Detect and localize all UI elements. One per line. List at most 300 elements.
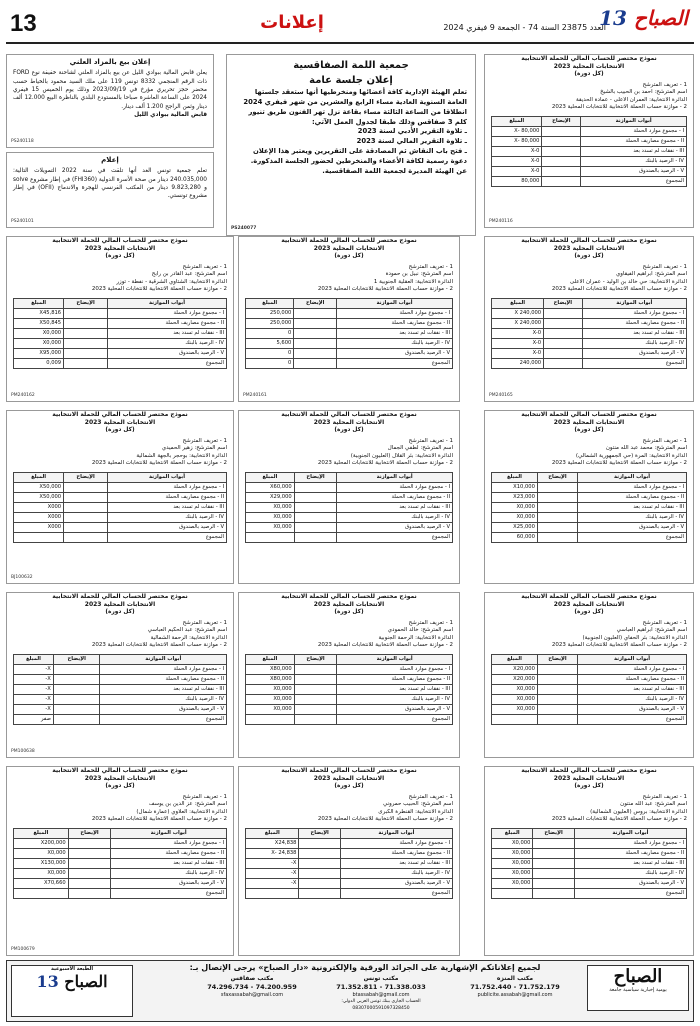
row-amount [492, 714, 538, 724]
budget-section: 2 - موازنة حساب الحملة الانتخابية للانتخابات المحلية 2023 [317, 642, 453, 649]
finance-form [6, 410, 234, 584]
budget-section: 2 - موازنة حساب الحملة الانتخابية للانتخابات المحلية 2023 [551, 460, 687, 467]
row-amount: 0 [246, 328, 294, 338]
row-note [64, 532, 108, 542]
form-round: (كل دورة) [105, 253, 135, 260]
row-amount: X0,000 [492, 512, 538, 522]
association-subtitle: إعلان جلسة عامة [309, 74, 393, 86]
row-note [537, 664, 577, 674]
office-email[interactable]: btassabah@gmail.com [352, 992, 410, 999]
constituency: الدائرة الانتخابية: العمران الأعلى - عمادة الحديقة [576, 96, 687, 103]
table-row [14, 674, 227, 684]
row-amount: 0 [246, 358, 294, 368]
office-name: مكتب المنزه [496, 975, 534, 982]
form-title: نموذج مختصر للحساب المالي للحملة الانتخابية [521, 767, 657, 774]
table-row [246, 512, 453, 522]
row-label: I - مجموع موارد الحملة [100, 664, 227, 674]
row-amount: 240,000 X [492, 308, 544, 318]
row-note [294, 358, 337, 368]
row-amount: 80,000 -X [492, 136, 542, 146]
constituency: الدائرة الانتخابية: القنطرة الكبرى [378, 808, 453, 815]
funding-notice [6, 152, 214, 228]
table-row [492, 512, 687, 522]
row-note [299, 838, 340, 848]
auction-sign: قابض المالية ببوادي الليل [134, 112, 207, 119]
bank-account: الحساب الجاري ببنك تونس العربي الدولي: 08307000591097328450 [341, 999, 421, 1011]
row-label: III - نفقات لم تسدد بعد [337, 328, 453, 338]
table-row [14, 868, 227, 878]
row-label: III - نفقات لم تسدد بعد [578, 502, 687, 512]
col-amount: المبلغ [246, 828, 299, 838]
row-amount: X0,000 [246, 502, 295, 512]
row-amount: X000 [14, 522, 64, 532]
row-label: IV - الرصيد بالبنك [578, 694, 687, 704]
row-amount: X80,000 [246, 674, 295, 684]
col-notes: الإيضاح [533, 828, 574, 838]
table-header-row [492, 116, 687, 126]
row-note [542, 126, 581, 136]
row-note [542, 156, 581, 166]
auction-body: يعلن قابض المالية ببوادي الليل عن بيع بالمزاد العلني لشاحنة خفيفة نوع FORD ذات الرقم المنجمي 8332 تونس 119 على ملك السيد محمود بالخياط حسب محضر حجز تحريري مؤرخ في 2023/09/19 وذلك يوم الخميس 15 فيفري 2024 على الساعة العاشرة صباحا بالمستودع البلدي بالناظرة البيع 12.000 ألف دينار وثمن الراجح 1.200 ألف دينار. [13, 70, 208, 110]
row-amount: X0,000 [14, 328, 64, 338]
budget-table [245, 472, 453, 543]
table-row [14, 838, 227, 848]
row-label: III - نفقات لم تسدد بعد [111, 858, 227, 868]
row-label: المجموع [107, 532, 226, 542]
row-amount: X0,000 [492, 868, 533, 878]
row-note [64, 358, 108, 368]
col-items: أبواب الموازنة [340, 828, 452, 838]
table-row [246, 838, 453, 848]
row-note [537, 684, 577, 694]
col-items: أبواب الموازنة [578, 472, 687, 482]
table-row [246, 358, 453, 368]
table-row [246, 308, 453, 318]
table-row [246, 888, 453, 898]
row-amount: 80,000 [492, 176, 542, 186]
row-label: III - نفقات لم تسدد بعد [337, 684, 453, 694]
reference-code: PM100638 [11, 748, 35, 754]
row-label: المجموع [582, 358, 686, 368]
table-header-row [492, 472, 687, 482]
table-row [246, 348, 453, 358]
row-note [294, 348, 337, 358]
row-amount: X10,000 [492, 482, 538, 492]
table-row [246, 318, 453, 328]
funding-body: تعلم جمعية تونس الغد أنها تلقت في سنة 2022 التمويلات التالية: 240.035,000 دينار من صحة الأسرة الدولية (FHI360) في إطار مشروع solve و 9.823,280 دينار من المكتب الفرنسي للهجرة والاندماج (OFII) في إطار مشروع تونستي. [13, 168, 207, 200]
row-note [533, 858, 574, 868]
budget-table [245, 828, 453, 899]
row-label: IV - الرصيد بالبنك [581, 156, 687, 166]
table-row [246, 482, 453, 492]
row-note [53, 664, 100, 674]
col-notes: الإيضاح [64, 298, 108, 308]
row-amount: صفر [14, 714, 54, 724]
candidate-name: اسم المترشح: عبد القادر بن رابح [151, 271, 227, 278]
row-label: III - نفقات لم تسدد بعد [581, 146, 687, 156]
row-note [294, 704, 337, 714]
contact-footer [6, 960, 694, 1022]
row-note [299, 858, 340, 868]
row-label: V - الرصيد بالصندوق [578, 522, 687, 532]
row-note [299, 888, 340, 898]
table-row [492, 146, 687, 156]
finance-form [484, 410, 694, 584]
row-label: I - مجموع موارد الحملة [337, 482, 453, 492]
row-note [533, 868, 574, 878]
association-item: ـ فتح باب النقاش ثم المصادقة على التقريرين ويعتبر هذا الإعلان دعوة رسمية لكافة الأعضاء والمنخرطين لحضور الجلسة المذكورة. [250, 147, 467, 165]
row-note [294, 664, 337, 674]
row-amount: X0,000 [246, 522, 295, 532]
table-row [14, 502, 227, 512]
row-amount: X200,000 [14, 838, 69, 848]
table-row [492, 358, 687, 368]
table-row [14, 318, 227, 328]
row-label: II - مجموع مصاريف الحملة [582, 318, 686, 328]
row-label: I - مجموع موارد الحملة [578, 664, 687, 674]
candidate-section: 1 - تعريف المترشح [408, 264, 453, 270]
form-round: (كل دورة) [334, 783, 364, 790]
table-row [14, 684, 227, 694]
row-amount: X000 [14, 512, 64, 522]
row-label: I - مجموع موارد الحملة [107, 482, 226, 492]
row-amount: 80,000 -X [492, 126, 542, 136]
form-subtitle: الانتخابات المحلية 2023 [84, 775, 156, 783]
table-row [14, 338, 227, 348]
budget-section: 2 - موازنة حساب الحملة الانتخابية للانتخابات المحلية 2023 [317, 286, 453, 293]
finance-form [6, 592, 234, 758]
table-row [492, 838, 687, 848]
row-amount [492, 888, 533, 898]
office-sfax [197, 975, 307, 999]
row-amount: X25,000 [492, 522, 538, 532]
row-label: I - مجموع موارد الحملة [582, 308, 686, 318]
col-notes: الإيضاح [294, 298, 337, 308]
table-row [492, 714, 687, 724]
row-label: I - مجموع موارد الحملة [574, 838, 686, 848]
reference-code: PM240162 [11, 392, 35, 398]
row-label: V - الرصيد بالصندوق [107, 348, 226, 358]
office-email[interactable]: publicite.assabah@gmail.com [477, 992, 553, 999]
form-title: نموذج مختصر للحساب المالي للحملة الانتخابية [281, 767, 417, 774]
table-row [492, 664, 687, 674]
reference-code: PS240077 [231, 226, 257, 232]
row-label: المجموع [337, 358, 453, 368]
table-row [14, 522, 227, 532]
col-notes: الإيضاح [53, 654, 100, 664]
form-title: نموذج مختصر للحساب المالي للحملة الانتخابية [52, 767, 188, 774]
form-round: (كل دورة) [334, 427, 364, 434]
table-row [492, 348, 687, 358]
row-amount: X- [14, 664, 54, 674]
row-amount: X70,660 [14, 878, 69, 888]
row-label: المجموع [107, 358, 226, 368]
budget-section: 2 - موازنة حساب الحملة الانتخابية للانتخابات المحلية 2023 [317, 460, 453, 467]
row-amount: X-0 [492, 348, 544, 358]
row-amount: X- [14, 694, 54, 704]
col-notes: الإيضاح [537, 472, 577, 482]
row-amount: X-0 [492, 338, 544, 348]
table-row [492, 878, 687, 888]
row-note [544, 348, 582, 358]
row-label: III - نفقات لم تسدد بعد [574, 858, 686, 868]
table-row [14, 492, 227, 502]
form-round: (كل دورة) [105, 427, 135, 434]
row-note [537, 694, 577, 704]
candidate-name: اسم المترشح: زهير الحميدي [161, 445, 227, 452]
office-email[interactable]: sfaxassabah@gmail.com [220, 992, 284, 999]
table-row [246, 684, 453, 694]
row-amount: X0,000 [246, 704, 295, 714]
table-row [492, 136, 687, 146]
budget-table [491, 116, 687, 187]
row-note [64, 338, 108, 348]
association-title: جمعية اللمة الصفاقسية [293, 60, 409, 71]
form-subtitle: الانتخابات المحلية 2023 [313, 245, 385, 253]
row-label: المجموع [574, 888, 686, 898]
form-subtitle: الانتخابات المحلية 2023 [313, 419, 385, 427]
candidate-name: اسم المترشح: خالد الحمودي [387, 627, 453, 634]
table-row [246, 502, 453, 512]
row-amount: 0 [246, 348, 294, 358]
row-label: IV - الرصيد بالبنك [107, 512, 226, 522]
col-items: أبواب الموازنة [581, 116, 687, 126]
form-round: (كل دورة) [334, 253, 364, 260]
table-row [492, 684, 687, 694]
row-label: III - نفقات لم تسدد بعد [100, 684, 227, 694]
form-subtitle: الانتخابات المحلية 2023 [313, 601, 385, 609]
row-label: V - الرصيد بالصندوق [337, 704, 453, 714]
form-title: نموذج مختصر للحساب المالي للحملة الانتخابية [52, 237, 188, 244]
candidate-section: 1 - تعريف المترشح [642, 794, 687, 800]
footer-logo [587, 965, 689, 1011]
row-label: V - الرصيد بالصندوق [574, 878, 686, 888]
row-amount: X-0 [492, 146, 542, 156]
row-amount: 240,000 [492, 358, 544, 368]
row-label: I - مجموع موارد الحملة [578, 482, 687, 492]
finance-form [238, 592, 460, 758]
reference-code: PM240161 [243, 392, 267, 398]
row-note [542, 146, 581, 156]
row-note [537, 674, 577, 684]
table-header-row [14, 298, 227, 308]
reference-code: PM100679 [11, 946, 35, 952]
row-label: V - الرصيد بالصندوق [111, 878, 227, 888]
col-amount: المبلغ [14, 298, 64, 308]
weekly-brand: الصباح [64, 972, 108, 991]
col-amount: المبلغ [492, 654, 538, 664]
row-amount [14, 888, 69, 898]
reference-code: BJ100632 [11, 574, 33, 580]
candidate-section: 1 - تعريف المترشح [408, 438, 453, 444]
candidate-section: 1 - تعريف المترشح [408, 620, 453, 626]
table-row [14, 328, 227, 338]
finance-form [484, 766, 694, 956]
row-note [533, 848, 574, 858]
candidate-name: اسم المترشح: عز الدين بن يوسف [148, 801, 227, 808]
budget-table [491, 654, 687, 725]
table-row [246, 868, 453, 878]
row-label: المجموع [100, 714, 227, 724]
row-label: V - الرصيد بالصندوق [337, 348, 453, 358]
finance-form [238, 236, 460, 402]
form-title: نموذج مختصر للحساب المالي للحملة الانتخابية [281, 593, 417, 600]
row-label: IV - الرصيد بالبنك [111, 868, 227, 878]
col-amount: المبلغ [14, 828, 69, 838]
table-row [492, 674, 687, 684]
form-subtitle: الانتخابات المحلية 2023 [553, 775, 625, 783]
row-amount: X50,000 [14, 492, 64, 502]
col-notes: الإيضاح [544, 298, 582, 308]
candidate-section: 1 - تعريف المترشح [642, 82, 687, 88]
table-row [246, 328, 453, 338]
constituency: الدائرة الانتخابية: الرحمة الشمالية [150, 634, 227, 641]
budget-section: 2 - موازنة حساب الحملة الانتخابية للانتخابات المحلية 2023 [91, 286, 227, 293]
row-note [537, 704, 577, 714]
association-sign: عن الهيئة المديرة لجمعية اللمة الصفاقسية. [322, 166, 467, 175]
table-row [246, 848, 453, 858]
form-title: نموذج مختصر للحساب المالي للحملة الانتخابية [281, 411, 417, 418]
auction-title: إعلان بيع بالمزاد العلني [69, 58, 151, 66]
row-label: II - مجموع مصاريف الحملة [574, 848, 686, 858]
form-round: (كل دورة) [574, 71, 604, 78]
table-row [14, 848, 227, 858]
row-note [544, 328, 582, 338]
table-header-row [492, 828, 687, 838]
form-subtitle: الانتخابات المحلية 2023 [553, 601, 625, 609]
association-body: تعلم الهيئة الإدارية كافة أعضائها ومنخرطيها أنها ستعقد جلستها العامة السنوية العادية مساء الرابع والعشرين من شهر فيفري 2024 انطلاقا من الساعة الثالثة مساء بقاعة نزل تهر الفنون طريق تنيور كلم 3 صفاقس وذلك طبقا لجدول العمل الآتي: [243, 88, 467, 126]
row-label: I - مجموع موارد الحملة [111, 838, 227, 848]
row-note [294, 714, 337, 724]
weekly-edition-logo [11, 965, 133, 1017]
row-amount: X60,000 [246, 482, 295, 492]
row-label: II - مجموع مصاريف الحملة [107, 492, 226, 502]
row-note [537, 522, 577, 532]
table-row [14, 704, 227, 714]
row-amount: X0,000 [14, 338, 64, 348]
row-label: III - نفقات لم تسدد بعد [340, 858, 452, 868]
office-name: مكتب صفاقس [230, 975, 274, 982]
page-number: 13 [10, 10, 37, 37]
table-header-row [246, 654, 453, 664]
row-amount: X- [14, 674, 54, 684]
row-label: المجموع [340, 888, 452, 898]
col-items: أبواب الموازنة [574, 828, 686, 838]
row-label: المجموع [578, 714, 687, 724]
form-round: (كل دورة) [574, 253, 604, 260]
constituency: الدائرة الانتخابية: العلاوي (عمارة شمال) [136, 808, 227, 815]
form-subtitle: الانتخابات المحلية 2023 [84, 245, 156, 253]
association-item: ـ تلاوة التقرير الأدبي لسنة 2023 [357, 127, 467, 136]
form-subtitle: الانتخابات المحلية 2023 [84, 601, 156, 609]
table-row [492, 858, 687, 868]
row-note [542, 176, 581, 186]
row-note [537, 512, 577, 522]
finance-form [484, 236, 694, 402]
table-header-row [14, 472, 227, 482]
office-name: مكتب تونس [363, 975, 399, 982]
table-row [246, 878, 453, 888]
row-amount: 250,000 [246, 308, 294, 318]
row-amount: X- [246, 858, 299, 868]
row-note [53, 704, 100, 714]
row-note [544, 358, 582, 368]
table-row [14, 858, 227, 868]
finance-form [484, 592, 694, 758]
row-label: III - نفقات لم تسدد بعد [107, 502, 226, 512]
table-row [492, 176, 687, 186]
row-note [64, 522, 108, 532]
funding-title: إعلام [101, 156, 119, 164]
row-label: II - مجموع مصاريف الحملة [337, 318, 453, 328]
row-label: I - مجموع موارد الحملة [581, 126, 687, 136]
row-amount: X0,000 [492, 848, 533, 858]
row-note [294, 684, 337, 694]
table-row [492, 522, 687, 532]
row-note [68, 868, 111, 878]
row-note [68, 838, 111, 848]
candidate-section: 1 - تعريف المترشح [642, 264, 687, 270]
table-header-row [14, 828, 227, 838]
row-amount [246, 532, 295, 542]
row-note [53, 674, 100, 684]
row-note [294, 492, 337, 502]
weekly-tag: الطبعة الأسبوعية [50, 966, 94, 972]
row-label: IV - الرصيد بالبنك [107, 338, 226, 348]
constituency: الدائرة الانتخابية: المرة (حي الجمهورية الشمالي) [575, 452, 687, 459]
table-row [14, 482, 227, 492]
table-row [492, 308, 687, 318]
col-notes: الإيضاح [294, 654, 337, 664]
table-row [14, 512, 227, 522]
form-round: (كل دورة) [105, 783, 135, 790]
office-phone: 74.200.959 - 74.296.734 [207, 983, 297, 992]
table-header-row [492, 654, 687, 664]
form-round: (كل دورة) [574, 427, 604, 434]
row-label: IV - الرصيد بالبنك [337, 512, 453, 522]
col-notes: الإيضاح [64, 472, 108, 482]
row-label: المجموع [578, 532, 687, 542]
row-amount: X- [246, 868, 299, 878]
row-label: I - مجموع موارد الحملة [337, 664, 453, 674]
row-amount: X0,000 [246, 694, 295, 704]
form-round: (كل دورة) [574, 783, 604, 790]
table-row [246, 532, 453, 542]
reference-code: PS240118 [11, 138, 34, 144]
col-items: أبواب الموازنة [337, 298, 453, 308]
row-amount: X130,000 [14, 858, 69, 868]
budget-table [13, 472, 227, 543]
row-amount: X0,000 [492, 704, 538, 714]
col-amount: المبلغ [492, 116, 542, 126]
row-amount: 250,000 [246, 318, 294, 328]
row-note [294, 482, 337, 492]
row-label: المجموع [581, 176, 687, 186]
table-row [492, 328, 687, 338]
table-row [492, 888, 687, 898]
row-note [537, 482, 577, 492]
row-amount [246, 714, 295, 724]
row-label: IV - الرصيد بالبنك [340, 868, 452, 878]
row-note [544, 338, 582, 348]
association-notice [226, 54, 476, 236]
row-note [68, 888, 111, 898]
row-label: II - مجموع مصاريف الحملة [340, 848, 452, 858]
row-note [533, 888, 574, 898]
candidate-name: اسم المترشح: عبد الحكيم العباسي [147, 627, 227, 634]
row-label: I - مجموع موارد الحملة [107, 308, 226, 318]
row-label: المجموع [337, 714, 453, 724]
